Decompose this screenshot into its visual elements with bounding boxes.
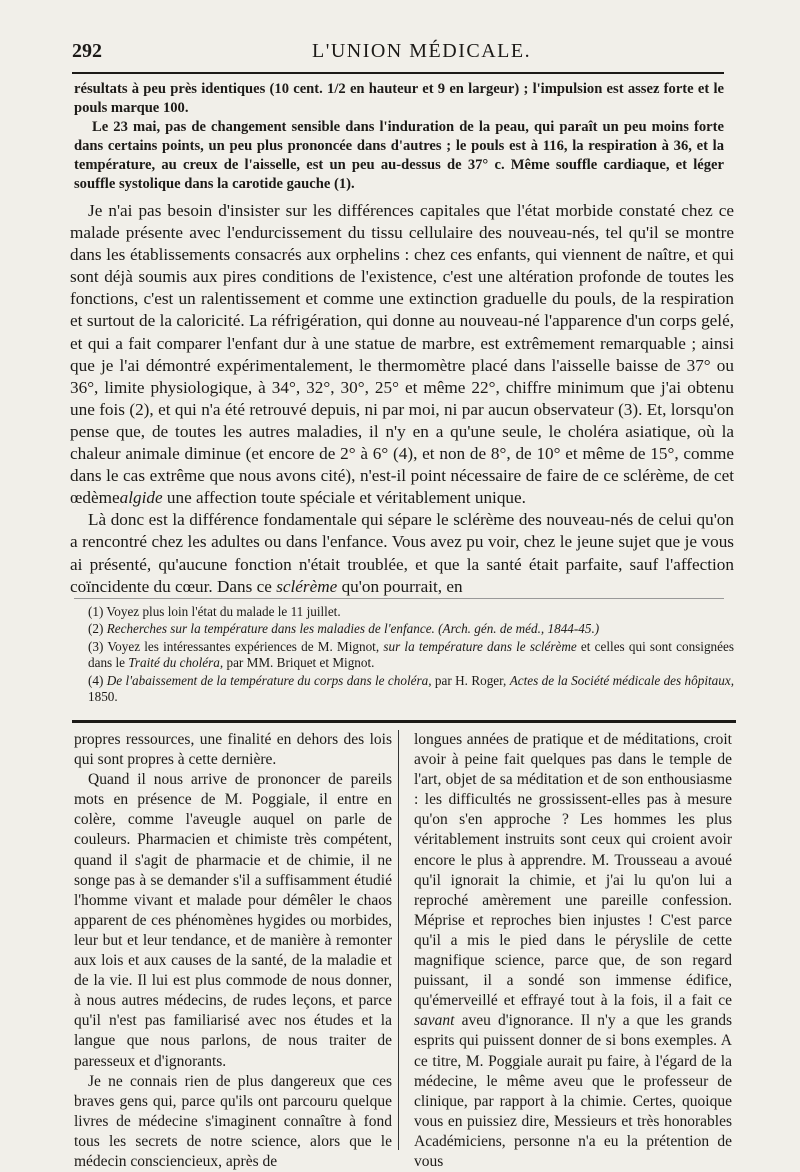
column-paragraph: Quand il nous arrive de prononcer de pareils mots en présence de M. Poggiale, il entre en colère, comme l'aveugle auquel on parle de couleurs. Pharmacien et chimiste très compétent, quand il s'agit de pharmacie et de chimie, il ne songe pas à se demander s'il a suffisamment étudié l'homme vivant et malade pour démêler le chaos apparent de ces phénomènes hygides ou morbides, leur but et leur tendance, et de manière à remonter aux lois et aux causes de la santé, de la maladie et de la vie. Il lui est plus commode de nous donner, à nous autres médecins, de rudes leçons, et parce qu'il n'est pas familiarisé avec nos études et la langue que nous parlons, de nous traiter de paresseux et d'ignorants. bbox=[74, 771, 392, 1070]
footnote-rule bbox=[74, 598, 724, 599]
case-paragraph: Le 23 mai, pas de changement sensible dans l'induration de la peau, qui paraît un peu moins forte dans certains points, un peu plus prononcée dans d'autres ; le pouls est à 116, la respiration à 36, et la température, au creux de l'aisselle, est un peu au-dessus de 37° c. Même souffle cardiaque, et léger souffle systolique dans la carotide gauche (1). bbox=[74, 119, 724, 192]
case-paragraph: résultats à peu près identiques (10 cent. 1/2 en hauteur et 9 en largeur) ; l'impulsion est assez forte et le pouls marque 100. bbox=[74, 81, 724, 116]
column-paragraph: propres ressources, une finalité en dehors des lois qui sont propres à cette dernière. bbox=[74, 731, 392, 769]
right-column bbox=[414, 730, 732, 1172]
page-header bbox=[72, 40, 724, 70]
footnote: (3) Voyez les intéressantes expériences de M. Mignot, sur la température dans le sclérème et celles qui sont consignées dans le Traité du choléra, par MM. Briquet et Mignot. bbox=[88, 638, 734, 671]
page-number: 292 bbox=[72, 40, 102, 62]
footnote: (4) De l'abaissement de la température du corps dans le choléra, par H. Roger, Actes de la Société médicale des hôpitaux, 1850. bbox=[88, 672, 735, 705]
section-rule bbox=[72, 720, 736, 723]
column-divider bbox=[398, 730, 399, 1150]
left-column bbox=[74, 730, 392, 1172]
lecture-paragraph: Je n'ai pas besoin d'insister sur les différences capitales que l'état morbide constaté chez ce malade présente avec l'endurcissement du tissu cellulaire des nouveau-nés, tel qu'il se montre dans les établissements consacrés aux orphelins : chez ces enfants, qui viennent de naître, et qui sont déjà soumis aux pires conditions de l'existence, c'est une altération profonde de toutes les fonctions, c'est un ralentissement et comme une extinction graduelle du pouls, de la respiration et surtout de la caloricité. La réfrigération, qui donne au nouveau-né l'apparence d'un corps gelé, et qui a fait comparer l'enfant dur à une statue de marbre, est extrêmement remarquable ; ainsi que je l'ai démontré expérimentalement, le thermomètre placé dans l'aisselle baisse de 37° ou 36°, limite physiologique, à 34°, 32°, 30°, 25° et même 22°, chiffre minimum que j'ai obtenu une fois (2), et qui n'a été retrouvé depuis, ni par moi, ni par aucun observateur (3). Et, lorsqu'on pense que, de toutes les autres maladies, il n'y en a qu'une seule, le choléra asiatique, où la chaleur animale diminue (et encore de 2° à 6° (4), et non de 8°, de 10° et même de 15°, comme dans le cas extrême que nous avons cité), n'est-il point nécessaire de faire de ce sclérème, de cet œdèmealgide une affection toute spéciale et véritablement unique. bbox=[70, 201, 734, 508]
column-paragraph: Je ne connais rien de plus dangereux que ces braves gens qui, parce qu'ils ont parcouru quelque livres de médecine s'imaginent connaître à fond tous les secrets de notre science, alors que le médecin consciencieux, après de bbox=[74, 1072, 392, 1170]
footnotes bbox=[74, 604, 734, 706]
running-title: L'UNION MÉDICALE. bbox=[312, 40, 532, 62]
footnote: (2) Recherches sur la température dans les maladies de l'enfance. (Arch. gén. de méd., 1844-45.) bbox=[88, 621, 600, 637]
lecture-text bbox=[70, 200, 734, 598]
case-report-continuation bbox=[74, 80, 724, 194]
lecture-paragraph: Là donc est la différence fondamentale qui sépare le sclérème des nouveau-nés de celui qu'on a rencontré chez les adultes ou dans l'enfance. Vous avez pu voir, chez le jeune sujet que je vous ai présenté, qu'aucune fonction n'était troublée, et que la santé était parfaite, sauf l'affection coïncidente du cœur. Dans ce sclérème qu'on pourrait, en bbox=[70, 510, 734, 596]
column-paragraph: longues années de pratique et de méditations, croit avoir à peine fait quelques pas dans le temple de l'art, objet de sa méditation et de son enthousiasme : les difficultés ne grossissent-elles pas à mesure qu'on s'en approche ? Les hommes les plus véritablement instruits sont ceux qui croient avoir encore le plus à apprendre. M. Trousseau a avoué qu'il ignorait la chimie, et j'ai lu qu'on lui a reproché amèrement une pareille confession. Méprise et reproches bien injustes ! C'est parce qu'il a mis le pied dans le péryslile de cette magnifique science, parce que, de son regard puissant, il a sondé son immense édifice, qu'émerveillé et effrayé tout à la fois, il a fait ce savant aveu d'ignorance. Il n'y a que les grands esprits qui puissent donner de si bons exemples. A ce titre, M. Poggiale aurait pu faire, à l'égard de la médecine, le même aveu que le professeur de clinique, par rapport à la chimie. Certes, quoique vous en puissiez dire, Messieurs et très honorables Académiciens, personne n'a eu la prétention de vous bbox=[414, 731, 732, 1170]
footnote: (1) Voyez plus loin l'état du malade le 11 juillet. bbox=[88, 604, 341, 619]
header-rule bbox=[72, 72, 724, 74]
